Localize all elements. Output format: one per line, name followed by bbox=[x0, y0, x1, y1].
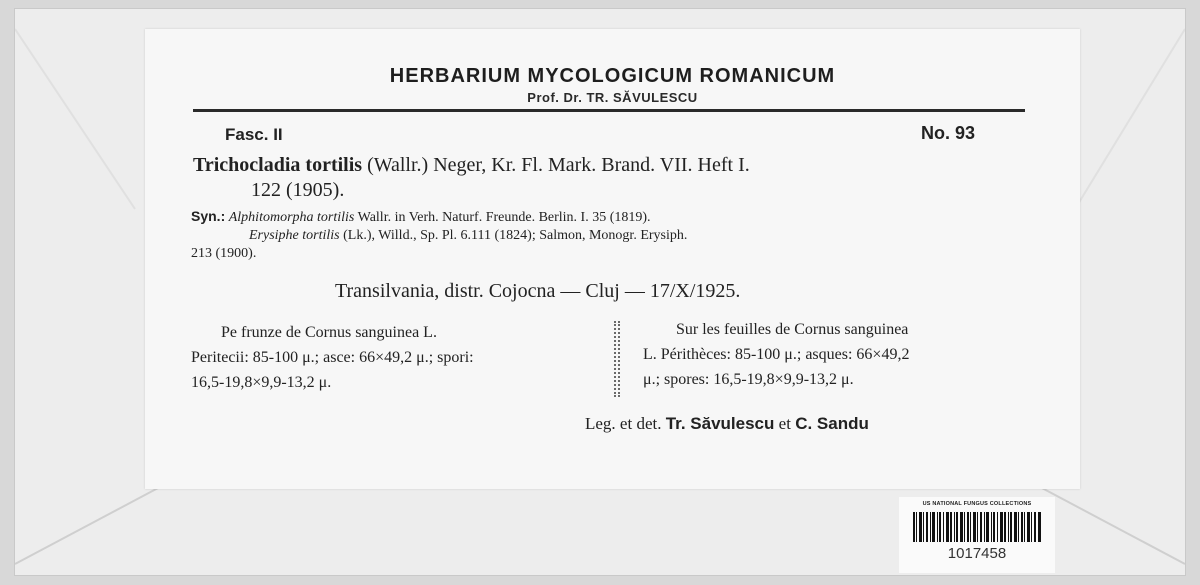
herbarium-envelope bbox=[14, 8, 1186, 576]
host-ro-line-2: Peritecii: 85-100 μ.; asce: 66×49,2 μ.; spori: bbox=[191, 349, 474, 366]
synonym-2 bbox=[191, 227, 1041, 245]
synonym-2-reference: (Lk.), Willd., Sp. Pl. 6.111 (1824); Salmon, Monogr. Erysiph. bbox=[339, 228, 688, 243]
barcode-label bbox=[899, 497, 1055, 573]
specimen-number: No. 93 bbox=[921, 123, 976, 143]
column-divider bbox=[614, 321, 620, 397]
host-fr-line-3: μ.; spores: 16,5-19,8×9,9-13,2 μ. bbox=[643, 371, 854, 388]
collector-name-1: Tr. Săvulescu bbox=[665, 414, 775, 433]
synonyms-label: Syn.: bbox=[191, 208, 226, 224]
synonym-2-name: Erysiphe tortilis bbox=[249, 228, 340, 243]
host-fr-line-2: L. Périthèces: 85-100 μ.; asques: 66×49,2 bbox=[643, 346, 910, 363]
species-name: Trichocladia tortilis bbox=[193, 154, 363, 176]
fascicle-number: Fasc. II bbox=[225, 125, 283, 144]
herbarium-subtitle: Prof. Dr. TR. SĂVULESCU bbox=[527, 90, 698, 105]
barcode-icon bbox=[913, 512, 1041, 542]
barcode-institution: US NATIONAL FUNGUS COLLECTIONS bbox=[922, 501, 1032, 507]
host-ro-line-1: Pe frunze de Cornus sanguinea L. bbox=[221, 324, 437, 341]
species-citation-year: 122 (1905). bbox=[251, 179, 345, 201]
collector-line bbox=[585, 414, 869, 434]
specimen-label bbox=[145, 29, 1080, 489]
collector-prefix: Leg. et det. bbox=[585, 414, 666, 433]
collection-locality: Transilvania, distr. Cojocna — Cluj — 17/X/1925. bbox=[335, 280, 741, 302]
host-ro-line-3: 16,5-19,8×9,9-13,2 μ. bbox=[191, 374, 332, 391]
collector-joiner: et bbox=[774, 414, 796, 433]
synonym-2-reference-cont: 213 (1900). bbox=[191, 246, 257, 261]
host-description-romanian bbox=[191, 320, 601, 395]
synonym-1-name: Alphitomorpha tortilis bbox=[228, 210, 355, 225]
header-rule bbox=[193, 109, 1025, 112]
host-description-french bbox=[643, 317, 1043, 392]
herbarium-title: HERBARIUM MYCOLOGICUM ROMANICUM bbox=[389, 65, 836, 87]
synonym-1-reference: Wallr. in Verh. Naturf. Freunde. Berlin. I. 35 (1819). bbox=[354, 210, 651, 225]
species-authority: (Wallr.) Neger, Kr. Fl. Mark. Brand. VII. Heft I. bbox=[362, 154, 750, 176]
synonyms-block bbox=[191, 207, 1041, 263]
species-citation bbox=[193, 153, 1033, 203]
barcode-number: 1017458 bbox=[947, 545, 1007, 562]
collector-name-2: C. Sandu bbox=[795, 414, 869, 433]
host-fr-line-1: Sur les feuilles de Cornus sanguinea bbox=[676, 321, 909, 338]
